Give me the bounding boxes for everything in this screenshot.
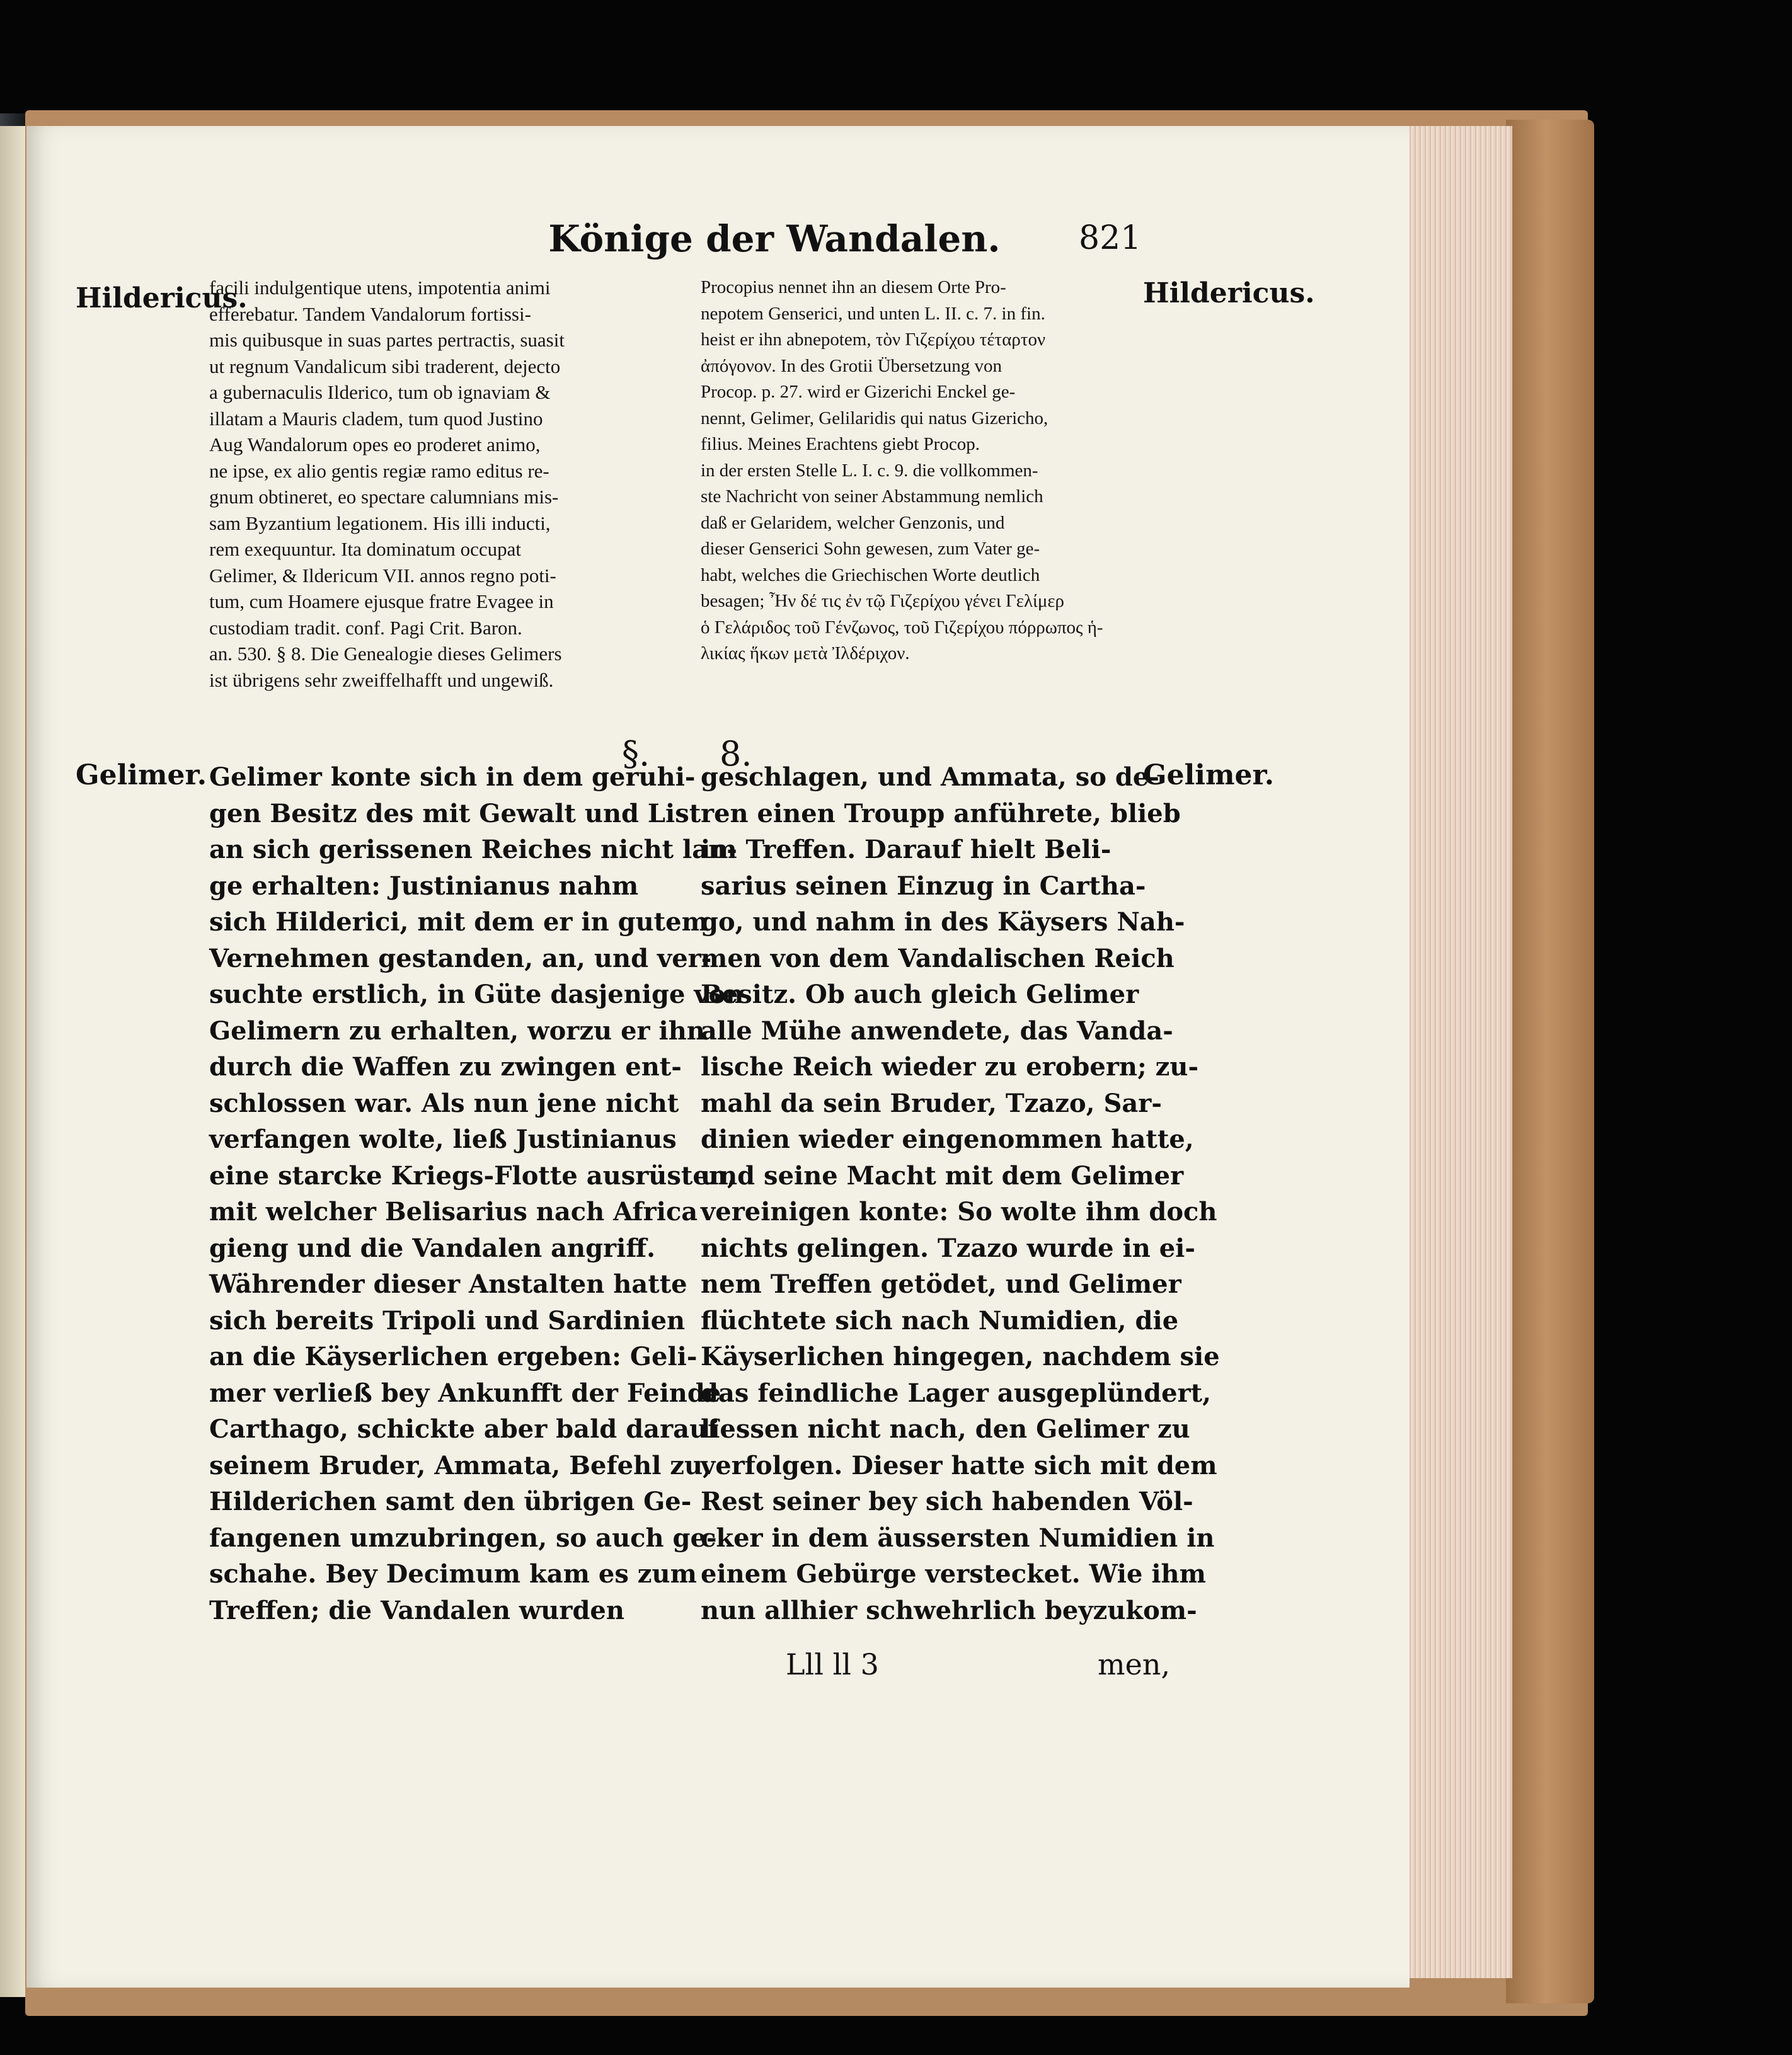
footnote-line: mis quibusque in suas partes pertractis, suasit — [209, 329, 565, 351]
footnote-line: daß er Gelaridem, welcher Genzonis, und — [701, 512, 1005, 533]
footnote-line: ἀπόγονον. In des Grotii Übersetzung von — [701, 355, 1002, 376]
body-line: mer verließ bey Ankunfft der Feinde — [209, 1378, 721, 1408]
body-line: durch die Waffen zu zwingen ent- — [209, 1052, 682, 1082]
body-line: Währender dieser Anstalten hatte — [209, 1269, 687, 1299]
footnote-line: ste Nachricht von seiner Abstammung nemlich — [701, 486, 1043, 507]
footnote-line: dieser Genserici Sohn gewesen, zum Vater ge- — [701, 539, 1040, 559]
body-line: go, und nahm in des Käysers Nah- — [701, 907, 1185, 937]
footnote-line: λικίας ἥκων μετὰ Ἰλδέριχον. — [701, 643, 910, 663]
body-line: vereinigen konte: So wolte ihm doch — [701, 1197, 1217, 1227]
body-line: alle Mühe anwendete, das Vanda- — [701, 1016, 1173, 1046]
body-line: nem Treffen getödet, und Gelimer — [701, 1269, 1181, 1299]
facing-page-edge — [0, 126, 25, 1997]
margin-note-right-mid: Gelimer. — [1143, 759, 1275, 791]
footnote-line: nennt, Gelimer, Gelilaridis qui natus Gizericho, — [701, 408, 1048, 428]
body-column-left — [209, 759, 744, 1629]
body-line: sich Hilderici, mit dem er in gutem — [209, 907, 708, 937]
footnote-line: ὁ Γελάριδος τοῦ Γένζωνος, τοῦ Γιζερίχου πόρρωπος ἡ- — [701, 617, 1103, 638]
page-number: 821 — [1079, 219, 1142, 257]
body-line: nichts gelingen. Tzazo wurde in ei- — [701, 1233, 1195, 1263]
footnote-line: a gubernaculis Ilderico, tum ob ignaviam & — [209, 381, 551, 403]
footnote-line: an. 530. § 8. Die Genealogie dieses Gelimers — [209, 643, 562, 665]
footnote-line: Procop. p. 27. wird er Gizerichi Enckel ge- — [701, 382, 1016, 402]
margin-note-left-mid: Gelimer. — [76, 759, 207, 791]
body-line: nun allhier schwehrlich beyzukom- — [701, 1595, 1197, 1625]
body-line: ge erhalten: Justinianus nahm — [209, 871, 639, 901]
signature-mark: Lll ll 3 — [786, 1647, 879, 1681]
footnote-column-right — [701, 275, 1142, 667]
body-line: gieng und die Vandalen angriff. — [209, 1233, 656, 1263]
body-line: Besitz. Ob auch gleich Gelimer — [701, 980, 1139, 1009]
footnote-line: ne ipse, ex alio gentis regiæ ramo editus re- — [209, 459, 549, 482]
body-line: und seine Macht mit dem Gelimer — [701, 1160, 1184, 1191]
section-mark: §. — [622, 734, 650, 774]
body-line: Rest seiner bey sich habenden Völ- — [701, 1487, 1193, 1516]
section-number: 8. — [720, 734, 752, 774]
body-line: im Treffen. Darauf hielt Beli- — [701, 835, 1111, 864]
footnote-column-left — [209, 275, 693, 693]
body-line: verfangen wolte, ließ Justinianus — [209, 1125, 677, 1154]
body-line: men von dem Vandalischen Reich — [701, 943, 1175, 973]
footnote-line: sam Byzantium legationem. His illi inducti, — [209, 512, 551, 534]
footnote-line: Aug Wandalorum opes eo proderet animo, — [209, 433, 541, 455]
margin-note-left-top: Hildericus. — [76, 282, 248, 314]
body-line: Carthago, schickte aber bald darauf — [209, 1414, 719, 1444]
body-line: Hilderichen samt den übrigen Ge- — [209, 1487, 692, 1516]
body-line: fangenen umzubringen, so auch ge- — [209, 1523, 717, 1553]
footnote-line: in der ersten Stelle L. I. c. 9. die vollkommen- — [701, 460, 1038, 481]
book-page — [26, 126, 1410, 1988]
footnote-line: efferebatur. Tandem Vandalorum fortissi- — [209, 302, 531, 325]
page-stack-edge — [1408, 126, 1512, 1978]
body-line: an die Käyserlichen ergeben: Geli- — [209, 1342, 698, 1371]
body-line: an sich gerissenen Reiches nicht lan- — [209, 835, 737, 864]
body-line: Treffen; die Vandalen wurden — [209, 1595, 624, 1625]
body-line: verfolgen. Dieser hatte sich mit dem — [701, 1450, 1217, 1480]
body-line: Vernehmen gestanden, an, und ver- — [209, 943, 712, 973]
footnote-line: gnum obtineret, eo spectare calumnians mis- — [209, 486, 559, 508]
footnote-line: ut regnum Vandalicum sibi traderent, dejecto — [209, 355, 561, 377]
body-line: suchte erstlich, in Güte dasjenige von — [209, 980, 744, 1009]
body-line: das feindliche Lager ausgeplündert, — [701, 1378, 1212, 1408]
body-line: flüchtete sich nach Numidien, die — [701, 1305, 1179, 1336]
body-line: einem Gebürge verstecket. Wie ihm — [701, 1559, 1206, 1589]
body-line: ren einen Troupp anführete, blieb — [701, 798, 1181, 828]
footnote-line: ist übrigens sehr zweiffelhafft und ungewiß. — [209, 668, 554, 691]
body-line: lische Reich wieder zu erobern; zu- — [701, 1052, 1199, 1082]
body-line: eine starcke Kriegs-Flotte ausrüsten, — [209, 1160, 736, 1191]
footnote-line: filius. Meines Erachtens giebt Procop. — [701, 434, 980, 454]
footnote-line: custodiam tradit. conf. Pagi Crit. Baron. — [209, 616, 522, 639]
body-line: schlossen war. Als nun jene nicht — [209, 1088, 679, 1118]
body-line: liessen nicht nach, den Gelimer zu — [701, 1414, 1190, 1444]
body-line: sich bereits Tripoli und Sardinien — [209, 1305, 686, 1336]
body-line: schahe. Bey Decimum kam es zum — [209, 1559, 697, 1589]
cover-edge — [1506, 120, 1594, 2003]
footnote-line: tum, cum Hoamere ejusque fratre Evagee in — [209, 590, 554, 612]
footnote-line: habt, welches die Griechischen Worte deutlich — [701, 564, 1040, 585]
body-line: mit welcher Belisarius nach Africa — [209, 1197, 698, 1227]
body-line: sarius seinen Einzug in Cartha- — [701, 871, 1146, 901]
catchword: men, — [1098, 1647, 1171, 1681]
margin-note-right-top: Hildericus. — [1143, 277, 1315, 309]
footnote-line: illatam a Mauris cladem, tum quod Justino — [209, 407, 543, 430]
body-line: dinien wieder eingenommen hatte, — [701, 1125, 1194, 1154]
body-line: gen Besitz des mit Gewalt und List — [209, 798, 701, 828]
body-line: Gelimer konte sich in dem geruhi- — [209, 762, 696, 792]
footnote-line: Gelimer, & Ildericum VII. annos regno poti- — [209, 564, 556, 587]
footnote-line: heist er ihn abnepotem, τὸν Γιζερίχου τέταρτον — [701, 329, 1046, 350]
footnote-line: nepotem Genserici, und unten L. II. c. 7. in fin. — [701, 303, 1045, 324]
body-line: seinem Bruder, Ammata, Befehl zu, — [209, 1450, 712, 1480]
footnote-line: rem exequuntur. Ita dominatum occupat — [209, 538, 521, 560]
body-line: mahl da sein Bruder, Tzazo, Sar- — [701, 1088, 1162, 1118]
footnote-line: besagen; Ἦν δέ τις ἐν τῷ Γιζερίχου γένει Γελίμερ — [701, 591, 1065, 611]
footnote-line: facili indulgentique utens, impotentia animi — [209, 277, 551, 299]
running-head: Könige der Wandalen. — [548, 217, 1001, 260]
body-line: cker in dem äussersten Numidien in — [701, 1523, 1215, 1553]
body-line: Käyserlichen hingegen, nachdem sie — [701, 1342, 1220, 1371]
body-column-right — [701, 759, 1220, 1629]
body-line: geschlagen, und Ammata, so de- — [701, 762, 1159, 792]
footnote-line: Procopius nennet ihn an diesem Orte Pro- — [701, 277, 1006, 297]
body-line: Gelimern zu erhalten, worzu er ihn — [209, 1016, 705, 1046]
